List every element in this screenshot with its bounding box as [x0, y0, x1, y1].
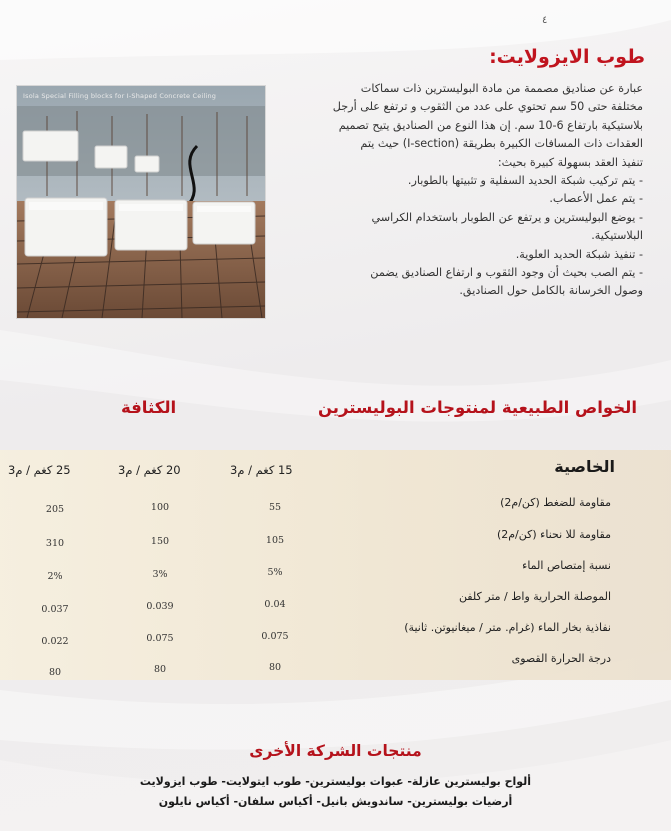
photo-caption: Isola Special Filling blocks for I-Shaped Concrete Ceiling	[23, 92, 217, 100]
intro-line: عبارة عن صناديق مصممة من مادة البوليسترين ذات سماكات	[360, 82, 643, 95]
other-products-heading: منتجات الشركة الأخرى	[249, 742, 422, 760]
properties-heading: الخواص الطبيعية لمنتوجات البوليسترين	[317, 398, 637, 417]
table-cell: 2%	[47, 571, 63, 582]
row-label-water-absorption: نسبة إمتصاص الماء	[522, 559, 611, 572]
property-column-header: الخاصية	[554, 457, 615, 476]
intro-line: بلاستيكية بارتفاع 6-10 سم. إن هذا النوع من الصناديق يتيح تصميم	[338, 118, 643, 132]
row-label-bending-strength: مقاومة للا نحناء (كن/م2)	[496, 528, 611, 541]
isolite-block-photo	[16, 85, 266, 319]
table-cell: 5%	[267, 567, 283, 578]
table-cell: 80	[48, 667, 62, 678]
table-cell: 0.037	[41, 604, 69, 615]
other-products-line: ألواح بوليسترين عازلة- عبوات بوليسترين- طوب ايتولايت- طوب ايزولايت	[139, 775, 532, 788]
table-cell: 55	[268, 502, 282, 513]
table-cell: 100	[150, 502, 170, 513]
construction-site-illustration	[17, 86, 265, 318]
intro-line: مختلفة حتى 50 سم تحتوي على عدد من الثقوب و ترتفع على أرجل	[332, 100, 643, 114]
table-cell: 0.039	[146, 601, 174, 612]
row-label-thermal-conductivity: الموصلة الحرارية واط / متر كلفن	[458, 590, 611, 603]
intro-text	[283, 80, 643, 301]
row-label-max-temperature: درجة الحرارة القصوى	[511, 652, 611, 665]
table-cell: 205	[45, 504, 65, 515]
table-cell: 0.075	[261, 631, 289, 642]
intro-line: - يتم عمل الأعصاب.	[549, 192, 643, 206]
intro-line: وصول الخرسانة بالكامل حول الصناديق.	[459, 284, 643, 298]
table-cell: 310	[45, 538, 65, 549]
row-label-compressive-strength: مقاومة للضغط (كن/م2)	[500, 496, 611, 509]
density-column-header-25: 25 كغم / م3	[8, 463, 71, 477]
corner-mark: ٤	[542, 15, 548, 26]
table-cell: 80	[268, 662, 282, 673]
other-products-line: أرضيات بوليسترين- ساندويش بانيل- أكياس سلفان- أكياس نايلون	[158, 795, 513, 808]
page-title: طوب الايزولايت:	[489, 46, 645, 68]
density-column-header-15: 15 كغم / م3	[230, 463, 293, 477]
table-cell: 80	[153, 664, 167, 675]
intro-line: - يتم تركيب شبكة الحديد السفلية و تثبيتها بالطوبار.	[407, 174, 643, 188]
density-heading: الكثافة	[121, 398, 177, 417]
intro-line: العقدات ذات المسافات الكبيرة بطريقة (I-section) حيث يتم	[360, 137, 643, 151]
intro-line: - يتم الصب بحيث أن وجود الثقوب و ارتفاع الصناديق يضمن	[370, 266, 643, 280]
intro-line: - يوضع البوليسترين و يرتفع عن الطوبار باستخدام الكراسي	[371, 210, 643, 224]
intro-line: تنفيذ العقد بسهولة كبيرة بحيث:	[497, 155, 643, 169]
table-cell: 150	[150, 536, 170, 547]
row-label-vapor-permeability: نفاذية بخار الماء (غرام. متر / ميغانيوتن. ثانية)	[404, 621, 611, 634]
intro-line: البلاستيكية.	[591, 229, 643, 243]
table-cell: 3%	[152, 569, 168, 580]
table-cell: 0.04	[264, 599, 286, 610]
table-cell: 0.075	[146, 633, 174, 644]
intro-line: - تنفيذ شبكة الحديد العلوية.	[515, 247, 643, 261]
table-cell: 0.022	[41, 636, 69, 647]
density-column-header-20: 20 كغم / م3	[118, 463, 181, 477]
table-cell: 105	[265, 535, 285, 546]
